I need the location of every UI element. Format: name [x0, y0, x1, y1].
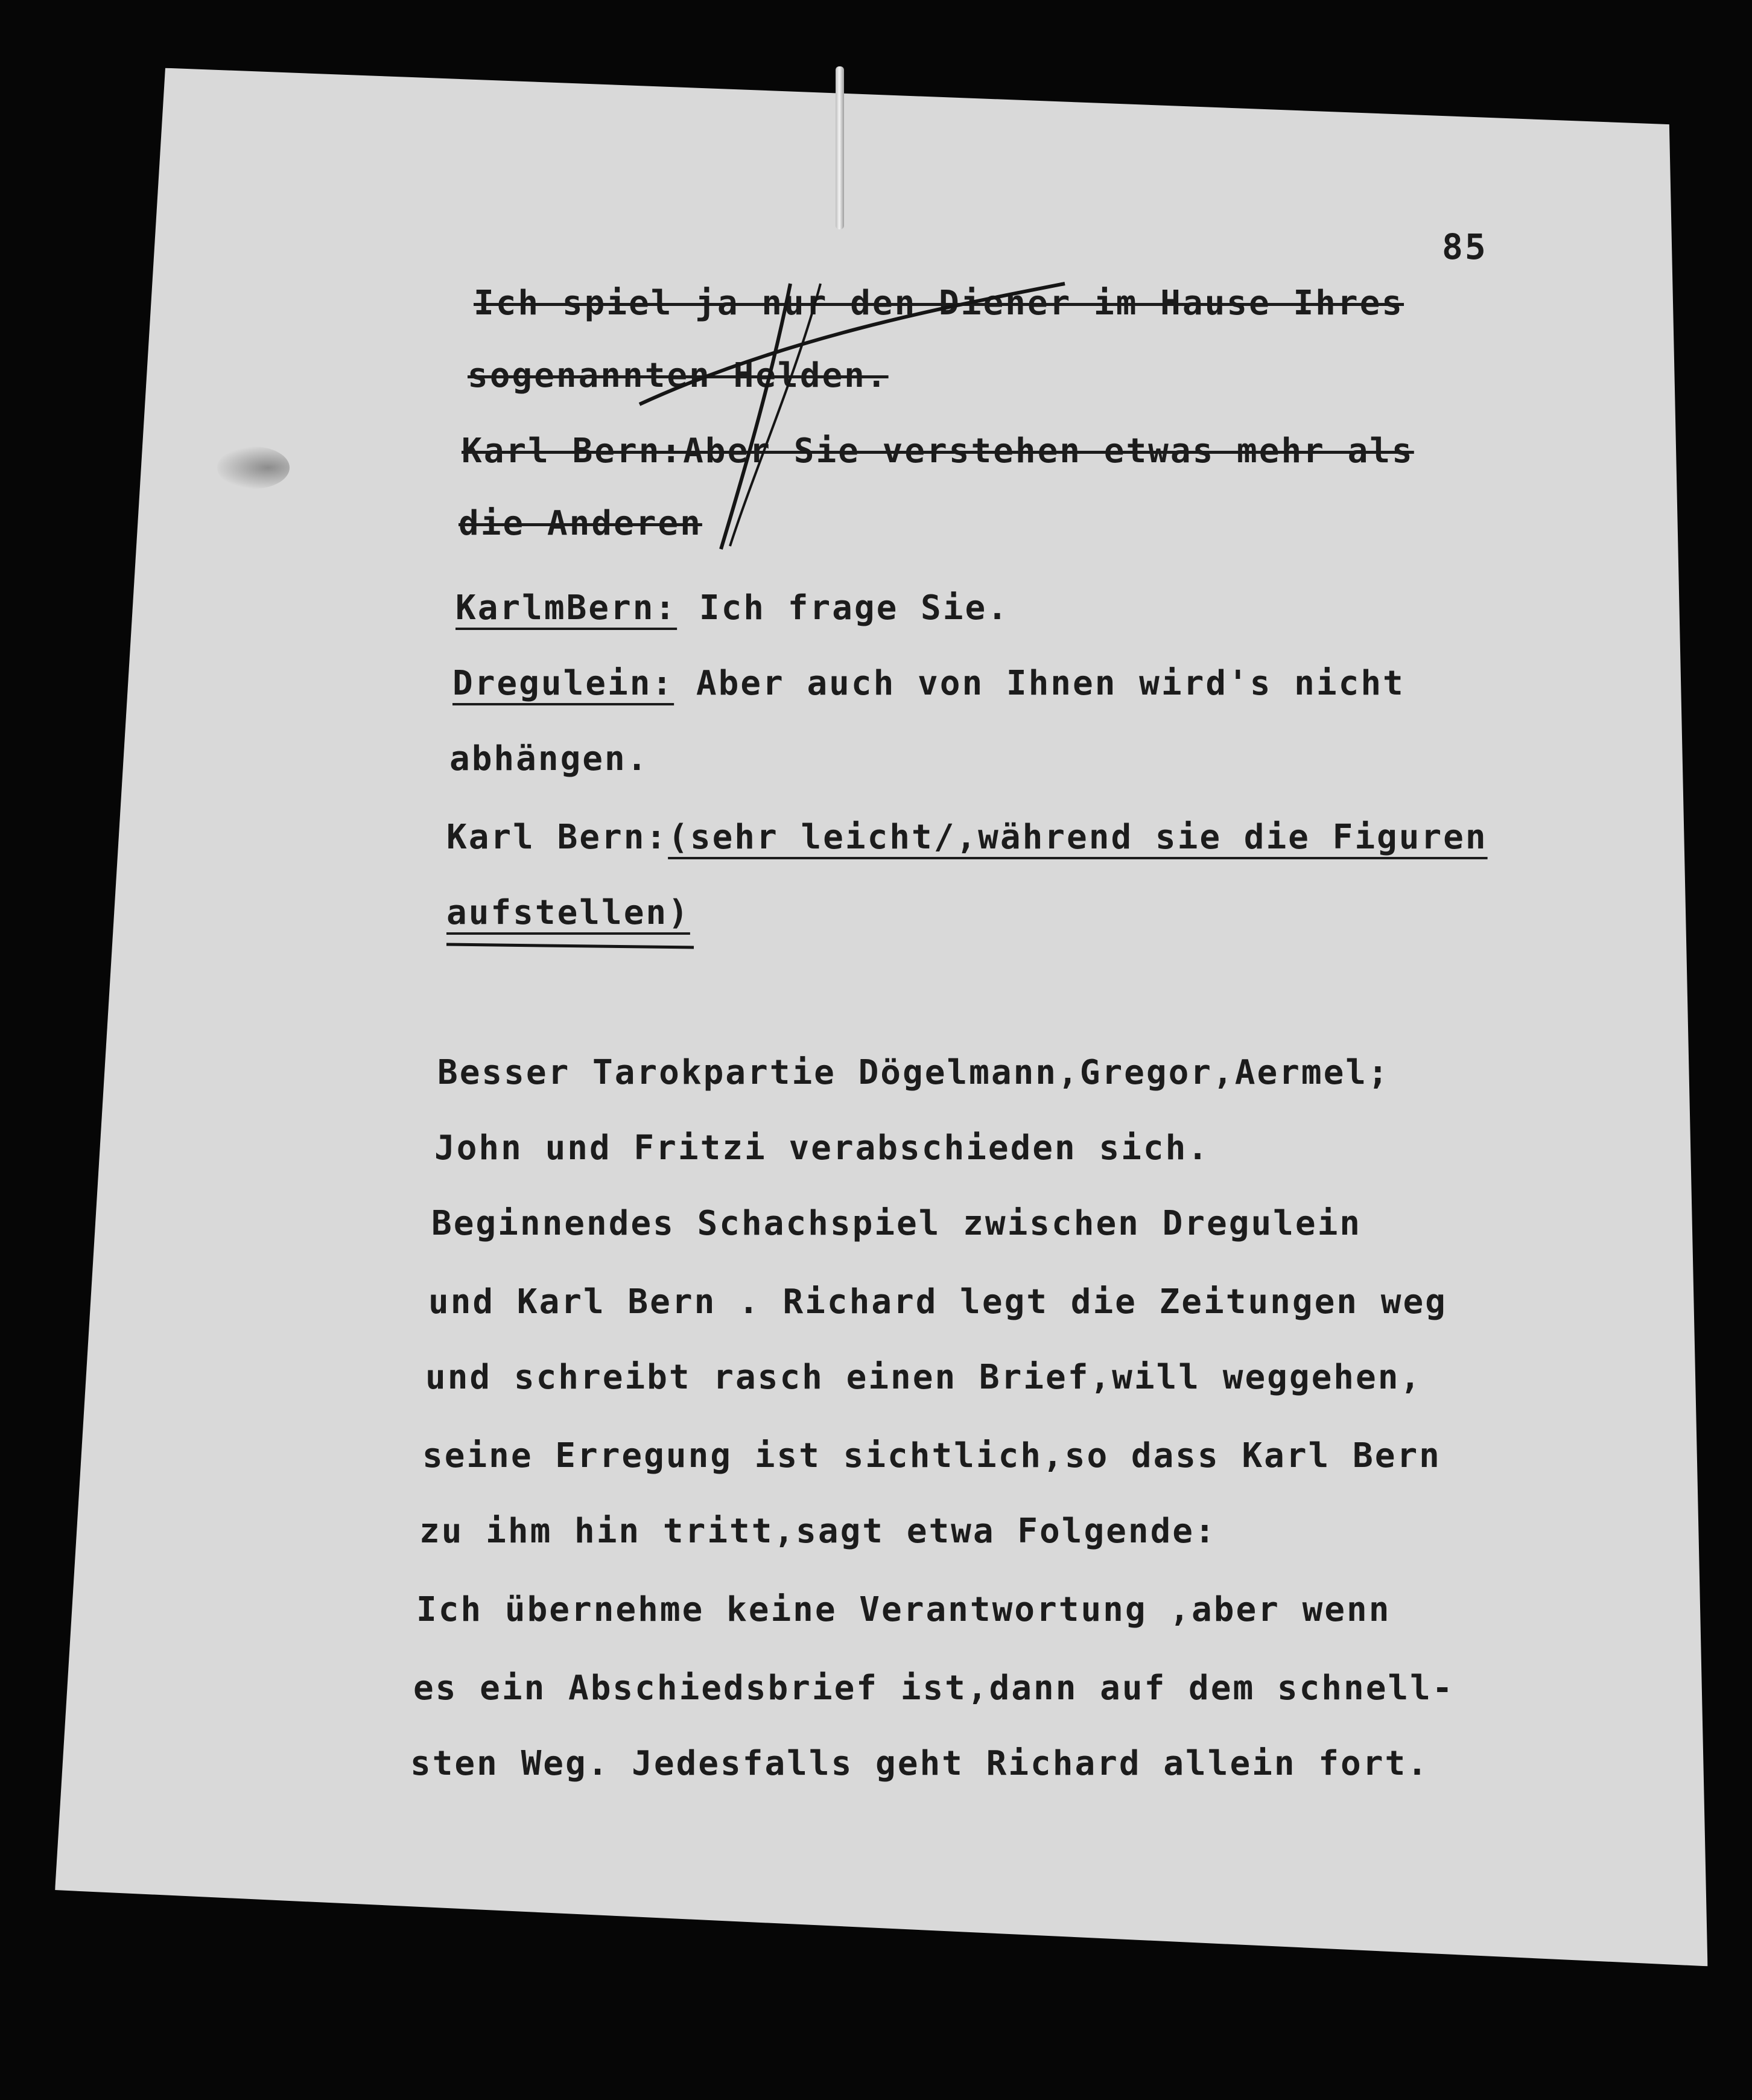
struck-line-2: sogenannten Helden.: [468, 356, 889, 395]
direction-line-1: Besser Tarokpartie Dögelmann,Gregor,Aermel;: [437, 1053, 1390, 1092]
struck-line-3: Karl Bern:Aber Sie verstehen etwas mehr als: [462, 431, 1414, 471]
paper-crease: [836, 66, 844, 229]
dialogue-text: aufstellen): [446, 893, 690, 932]
dialogue-line-4: [446, 818, 1488, 857]
dialogue-text: Aber auch von Ihnen wird's nicht: [674, 664, 1405, 703]
direction-line-2: John und Fritzi verabschieden sich.: [434, 1128, 1210, 1168]
direction-line-3: Beginnendes Schachspiel zwischen Dregulein: [431, 1204, 1362, 1243]
direction-line-5: und schreibt rasch einen Brief,will weggehen,: [425, 1358, 1423, 1397]
dialogue-text: abhängen.: [449, 739, 649, 778]
speaker-name: Dregulein:: [452, 664, 674, 703]
dialogue-line-3: [449, 739, 649, 778]
direction-line-8: Ich übernehme keine Verantwortung ,aber wenn: [416, 1590, 1391, 1629]
ink-smudge: [217, 447, 290, 489]
speaker-name: KarlmBern:: [455, 588, 678, 628]
direction-line-10: sten Weg. Jedesfalls geht Richard allein fort.: [410, 1744, 1429, 1783]
dialogue-line-2: [452, 664, 1405, 703]
speaker-name: Karl Bern:: [446, 818, 668, 857]
direction-line-6: seine Erregung ist sichtlich,so dass Karl Bern: [422, 1436, 1441, 1475]
struck-line-1: Ich spiel ja nur den Diener im Hause Ihres: [474, 284, 1404, 323]
dialogue-text: Ich frage Sie.: [677, 588, 1009, 628]
struck-line-4: die Anderen: [459, 504, 702, 543]
dialogue-text: (sehr leicht/,während sie die Figuren: [668, 818, 1488, 857]
dialogue-line-5: [446, 893, 690, 932]
direction-line-7: zu ihm hin tritt,sagt etwa Folgende:: [419, 1512, 1217, 1551]
direction-line-4: und Karl Bern . Richard legt die Zeitungen weg: [428, 1282, 1447, 1322]
page-number: 85: [1442, 226, 1488, 267]
dialogue-line-1: [455, 588, 1009, 628]
direction-line-9: es ein Abschiedsbrief ist,dann auf dem schnell-: [413, 1669, 1455, 1708]
